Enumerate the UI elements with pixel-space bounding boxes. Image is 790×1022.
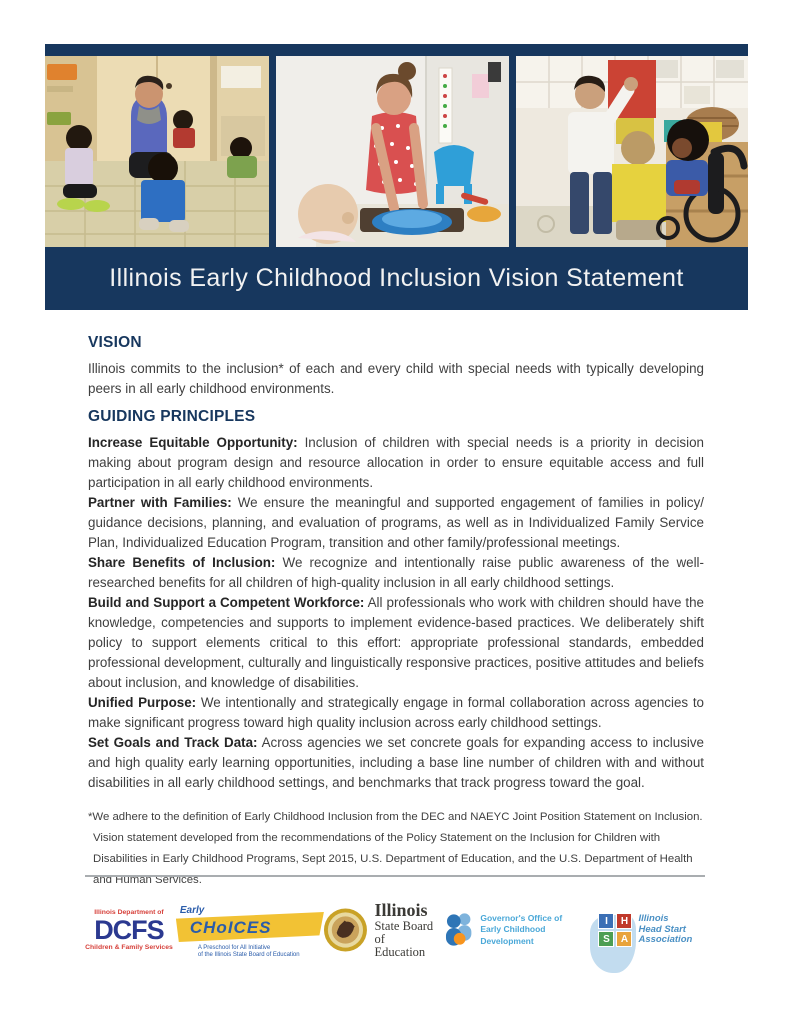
footer-divider: [85, 875, 705, 877]
photo-collage: [45, 56, 748, 247]
early-choices-early-text: Early: [179, 905, 205, 916]
vision-paragraph: Illinois commits to the inclusion* of each and every child with special needs with typically developing peers in all early childhood environments.: [88, 361, 704, 396]
children-wheelchair-block-play-photo: [516, 56, 748, 247]
goecd-people-icon: [445, 912, 474, 948]
principle-increase-equitable-opportunity: [88, 433, 704, 493]
classroom-circle-time-photo: [45, 56, 269, 247]
ihsa-line-2: Head Start: [638, 923, 686, 935]
early-choices-word: CHoICES: [189, 918, 272, 937]
ihsa-line-1: Illinois: [638, 912, 669, 924]
ihsa-letter-blocks: [598, 913, 632, 947]
dcfs-logo: [82, 909, 176, 950]
girl-sensory-table-photo: [276, 56, 509, 247]
footnotes: [88, 807, 704, 891]
principle-text: We recognize and intentionally raise public awareness of the well-researched benefits for all children of high-quality inclusion in all early childhood settings.: [88, 555, 704, 590]
principle-partner-with-families: [88, 493, 704, 553]
principle-build-competent-workforce: [88, 593, 704, 693]
isbe-logo: [323, 901, 445, 959]
early-choices-tagline-1: A Preschool for All Initiative: [197, 945, 271, 951]
isbe-line-2: State Board of: [374, 918, 434, 946]
principle-lead: Set Goals and Track Data:: [88, 735, 258, 750]
girl-sensory-table-illustration: [276, 56, 509, 247]
principle-text: We intentionally and strategically engage in formal collaboration across agencies to make significant progress toward high quality inclusion across early childhood settings.: [88, 695, 704, 730]
principle-set-goals-track-data: [88, 733, 704, 793]
goecd-logo: [445, 912, 598, 948]
ihsa-logo-text: [638, 914, 692, 947]
vision-heading: VISION: [88, 334, 142, 351]
ihsa-logo: [598, 913, 708, 947]
principle-text: We ensure the meaningful and supported engagement of families in policy/ guidance decisions, planning, and evaluation of programs, as well as in Individualized Family Service Plan, Individualized Education Program, transition and other family/professional meetings.: [88, 495, 705, 550]
principle-lead: Build and Support a Competent Workforce:: [88, 595, 365, 610]
ihsa-block-i: I: [598, 913, 614, 929]
ihsa-line-3: Association: [638, 934, 693, 946]
principle-lead: Increase Equitable Opportunity:: [88, 435, 298, 450]
children-wheelchair-block-play-illustration: [516, 56, 748, 247]
goecd-logo-text: [480, 913, 598, 946]
early-choices-tagline-2: of the Illinois State Board of Education: [197, 952, 300, 958]
principle-text: Inclusion of children with special needs is a priority in decision making about program design and resource allocation in order to ensure equitable access and full participation in all early childhood environments.: [88, 435, 704, 490]
principle-text: Across agencies we set concrete goals for expanding access to inclusive and high quality early learning opportunities, including a base line number of children with and without disabilities in all early childhood settings, and benchmarks that track progress toward the goal.: [88, 735, 705, 790]
isbe-logo-text: [374, 901, 445, 959]
principle-share-benefits-of-inclusion: [88, 553, 704, 593]
classroom-circle-time-illustration: [45, 56, 269, 247]
principle-text: All professionals who work with children should have the knowledge, competencies and supports to implement evidence-based practices. We deliberately shift policy to support elements critical to this effort: appropriate professional standards, embedded professional development, culturally and linguistically responsive practices, positive attitudes and beliefs about inclusion, and knowledge of disabilities.: [88, 595, 704, 690]
principle-lead: Unified Purpose:: [88, 695, 197, 710]
guiding-principles-heading: GUIDING PRINCIPLES: [88, 408, 256, 425]
principle-lead: Share Benefits of Inclusion:: [88, 555, 276, 570]
isbe-line-1: Illinois: [374, 899, 428, 920]
page-title: Illinois Early Childhood Inclusion Vision Statement: [109, 264, 684, 292]
dcfs-logo-top-text: Illinois Department of: [94, 909, 164, 917]
footnote-source: Vision statement developed from the recommendations of the Policy Statement on the Inclusion for Children with Disabilities in Early Childhood Programs, Sept 2015, U.S. Department of Education, and the U.S. Department of Health and Human Services.: [93, 832, 693, 886]
partner-logo-row: [82, 892, 708, 968]
document-body: [88, 334, 704, 891]
principle-unified-purpose: [88, 693, 704, 733]
ihsa-block-a: A: [616, 931, 632, 947]
principle-lead: Partner with Families:: [88, 495, 232, 510]
header-banner: [45, 44, 748, 310]
ihsa-block-h: H: [616, 913, 632, 929]
dcfs-logo-main-text: DCFS: [94, 914, 164, 945]
footnote-definition: *We adhere to the definition of Early Childhood Inclusion from the DEC and NAEYC Joint Position Statement on Inclusion.: [88, 811, 703, 823]
dcfs-logo-bottom-text: Children & Family Services: [85, 943, 173, 951]
ihsa-block-s: S: [598, 931, 614, 947]
isbe-line-3: Education: [374, 945, 426, 959]
early-choices-logo: [176, 899, 323, 961]
goecd-line-1: Governor's Office of: [480, 913, 563, 924]
isbe-seal-icon: [323, 907, 368, 953]
goecd-line-2: Early Childhood Development: [480, 924, 546, 946]
title-bar: [45, 247, 748, 310]
